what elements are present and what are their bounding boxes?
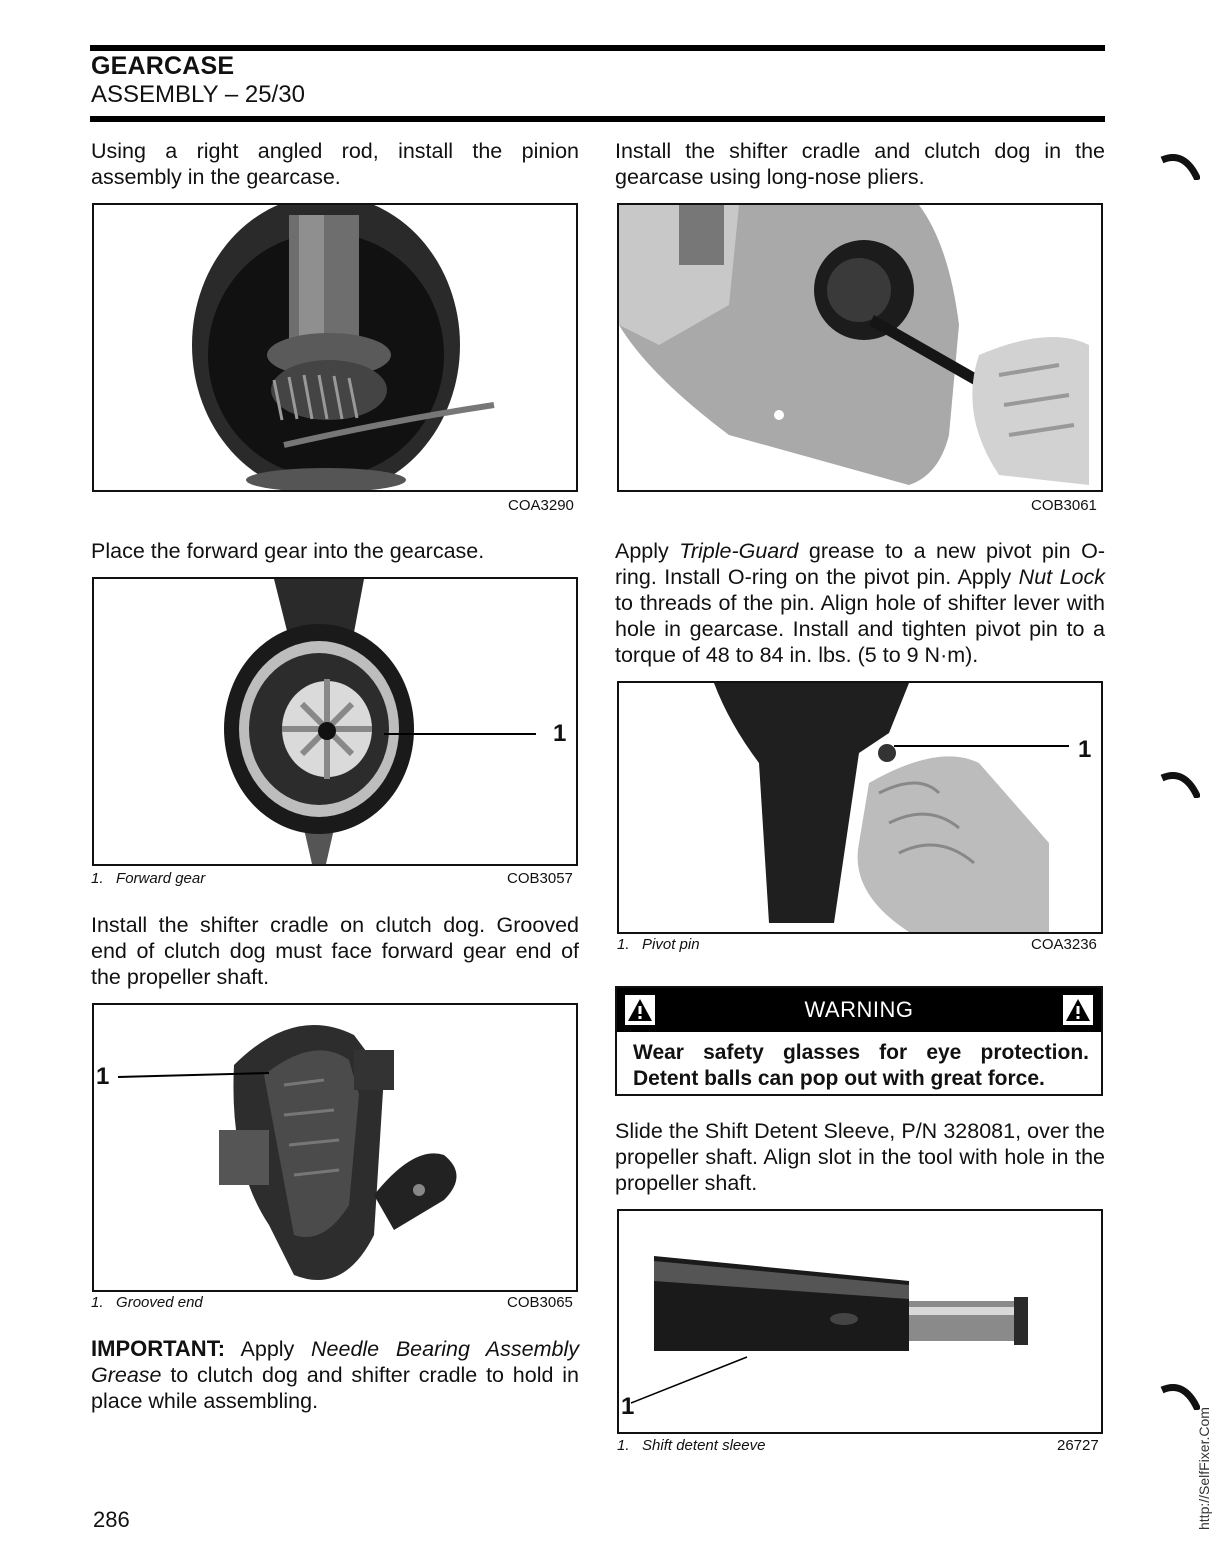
- figure-code: 26727: [1057, 1437, 1099, 1454]
- figure-caption: 1. Shift detent sleeve: [617, 1437, 766, 1454]
- figure-caption: 1. Forward gear: [91, 870, 206, 887]
- figure-pinion-assembly: [92, 203, 578, 492]
- page-number: 286: [93, 1507, 130, 1532]
- important-label: IMPORTANT:: [91, 1336, 226, 1361]
- callout-number: 1: [1078, 736, 1092, 763]
- warning-title: WARNING: [804, 997, 914, 1022]
- figure-code: COB3065: [507, 1294, 573, 1311]
- sleeve-photo: [619, 1211, 1101, 1432]
- warning-box: [615, 986, 1103, 1096]
- pivot-pin-photo: [619, 683, 1101, 932]
- figure-shift-detent-sleeve: [617, 1209, 1103, 1434]
- figure-code: COA3290: [508, 497, 574, 514]
- figure-grooved-end: [92, 1003, 578, 1292]
- figure-code: COA3236: [1031, 936, 1097, 953]
- figure-caption: 1. Pivot pin: [617, 936, 700, 953]
- binder-tab-mark: [1160, 1380, 1200, 1410]
- figure-caption: 1. Grooved end: [91, 1294, 203, 1311]
- callout-number: 1: [553, 720, 567, 747]
- figure-pivot-pin: [617, 681, 1103, 934]
- figure-long-nose-pliers: [617, 203, 1103, 492]
- figure-code: COB3061: [1031, 497, 1097, 514]
- subsection-title: ASSEMBLY – 25/30: [91, 81, 305, 108]
- figure-code: COB3057: [507, 870, 573, 887]
- important-note: IMPORTANT: Apply Needle Bearing Assembly Grease to clutch dog and shifter cradle to hold in place while assembling.: [91, 1336, 579, 1413]
- binder-tab-mark: [1160, 150, 1200, 180]
- paragraph-pivot-pin: Apply Triple-Guard grease to a new pivot pin O-ring. Install O-ring on the pivot pin. Apply Nut Lock to threads of the pin. Align hole of shifter lever with hole in gearcase. Install and tighten pivot pin to a torque of 48 to 84 in. lbs. (5 to 9 N·m).: [615, 539, 1105, 667]
- paragraph-shifter-cradle: Install the shifter cradle on clutch dog. Grooved end of clutch dog must face forward gear end of the propeller shaft.: [91, 913, 579, 989]
- binder-tab-mark: [1160, 768, 1200, 798]
- side-watermark-url: http://SelfFixer.Com: [1196, 1407, 1212, 1530]
- pliers-photo: [619, 205, 1101, 490]
- header-rule-bottom: [90, 116, 1105, 122]
- warning-triangle-icon: [1063, 995, 1093, 1025]
- paragraph-install-pinion: Using a right angled rod, install the pinion assembly in the gearcase.: [91, 139, 579, 189]
- header-rule-top: [90, 45, 1105, 51]
- callout-number: 1: [621, 1393, 635, 1420]
- clutch-dog-photo: [94, 1005, 576, 1290]
- section-title: GEARCASE: [91, 52, 235, 80]
- callout-number: 1: [96, 1063, 110, 1090]
- warning-header: [617, 988, 1101, 1032]
- figure-forward-gear: [92, 577, 578, 866]
- pinion-photo: [94, 205, 576, 490]
- forward-gear-photo: [94, 579, 576, 864]
- paragraph-shift-detent-sleeve: Slide the Shift Detent Sleeve, P/N 328081, over the propeller shaft. Align slot in the tool with hole in the propeller shaft.: [615, 1119, 1105, 1195]
- warning-text: Wear safety glasses for eye protection. Detent balls can pop out with great force.: [633, 1041, 1089, 1090]
- paragraph-install-shifter: Install the shifter cradle and clutch dog in the gearcase using long-nose pliers.: [615, 139, 1105, 189]
- paragraph-forward-gear: Place the forward gear into the gearcase.: [91, 539, 485, 563]
